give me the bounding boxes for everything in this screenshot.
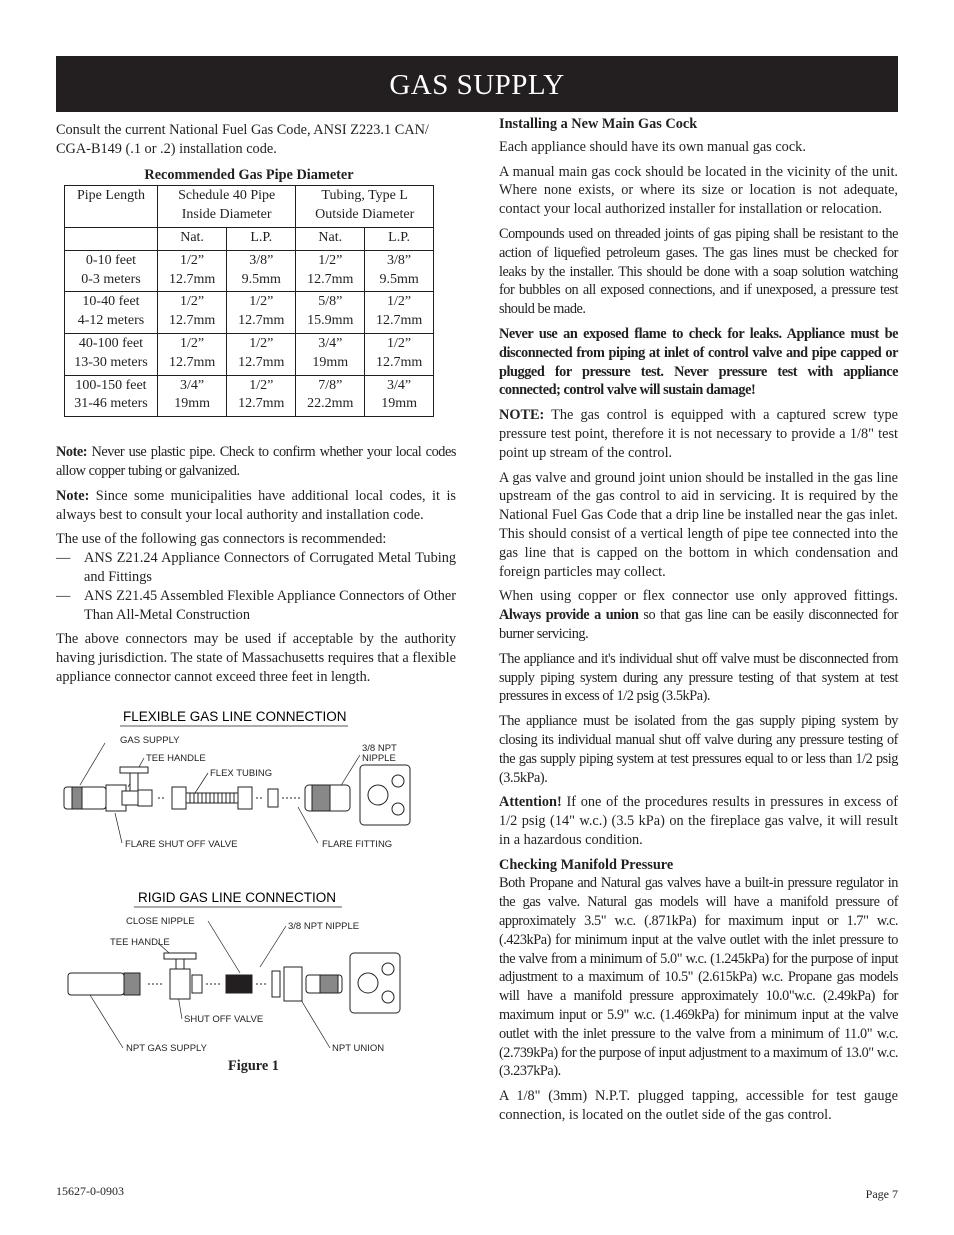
label-npt-nipple-2: NIPPLE xyxy=(362,753,396,764)
note-label: NOTE: xyxy=(499,407,545,424)
table-header-row xyxy=(65,186,434,228)
section-heading: Installing a New Main Gas Cock xyxy=(499,116,698,132)
section-heading: Checking Manifold Pressure xyxy=(499,856,674,873)
subheader-nat: Nat. xyxy=(296,227,365,250)
label-npt-union: NPT UNION xyxy=(332,1043,385,1054)
diameter-cell xyxy=(365,333,434,375)
diameter-cell xyxy=(227,375,296,417)
note-text: The gas control is equipped with a captured screw type pressure test point, therefore it is not necessary to provide a 1/8" test point up stream of the control. xyxy=(499,407,898,461)
subheader-nat: Nat. xyxy=(158,227,227,250)
label-gas-supply: GAS SUPPLY xyxy=(120,735,180,746)
length-meters: 13-30 meters xyxy=(74,354,148,370)
diameter-mm: 9.5mm xyxy=(379,271,419,287)
diameter-mm: 15.9mm xyxy=(307,313,354,329)
diameter-cell xyxy=(158,250,227,292)
flex-title: FLEXIBLE GAS LINE CONNECTION xyxy=(123,709,347,724)
diameter-mm: 12.7mm xyxy=(307,271,354,287)
diameter-inch: 3/4” xyxy=(180,377,205,393)
diameter-cell xyxy=(227,292,296,334)
paragraph: Both Propane and Natural gas valves have a built-in pressure regulator in the gas valve. Natural gas models will have a manifold pressure of approximately 3.5" w.c. (.871kPa) for maximum input or 1.7" w.c. (.423kPa) for minimum input at the valve outlet with the inlet pressure to the valve from a minimum of 5.0" w.c. (1.245kPa) for the purpose of input adjustment to a maximum of 10.5" (2.615kPa) w.c. Propane gas models will have a manifold pressure approximately 10.0"w.c. (2.49kPa) for maximum input or 5.9" w.c. (1.469kPa) for minimum input at the valve outlet with the inlet pressure to the valve from a minimum of 11.0" w.c. (2.739kPa) for the purpose of input adjustment to a maximum of 13.0" w.c. (3.237kPa). xyxy=(499,875,898,1080)
length-feet: 100-150 feet xyxy=(75,377,147,393)
paragraph: A 1/8" (3mm) N.P.T. plugged tapping, accessible for test gauge connection, is located on the outlet side of the gas control. xyxy=(499,1088,898,1124)
paragraph-text: so that gas line can be easily disconnected for burner servicing. xyxy=(499,607,898,642)
table-row xyxy=(65,292,434,334)
diameter-cell xyxy=(296,375,365,417)
diameter-cell xyxy=(227,250,296,292)
table-row xyxy=(65,375,434,417)
paragraph: A manual main gas cock should be located in the vicinity of the unit. Where none exists, or where its size or location is not adequate, contact your local authorized installer for installation or relocation. xyxy=(499,163,898,218)
diameter-cell xyxy=(296,250,365,292)
diameter-inch: 1/2” xyxy=(180,252,205,268)
left-column xyxy=(56,121,456,693)
paragraph: The appliance must be isolated from the gas supply piping system by closing its individual manual shut off valve during any pressure testing of the gas supply piping system at test pressures equal to or less than 1/2 psig (3.5kPa). xyxy=(499,713,898,786)
figure-1 xyxy=(60,705,455,1080)
diameter-mm: 12.7mm xyxy=(375,354,423,370)
label-shut-off-valve: SHUT OFF VALVE xyxy=(184,1014,264,1025)
subheader-empty xyxy=(65,227,158,250)
list-item xyxy=(56,587,456,625)
diameter-mm: 19mm xyxy=(174,396,210,412)
diameter-inch: 1/2” xyxy=(249,335,274,351)
page-title-banner xyxy=(56,56,898,112)
label-flare-fitting: FLARE FITTING xyxy=(322,839,393,850)
diameter-inch: 1/2” xyxy=(249,294,274,310)
length-feet: 0-10 feet xyxy=(85,252,137,268)
note-paragraph xyxy=(499,406,898,462)
diameter-cell xyxy=(158,292,227,334)
paragraph: The appliance and it's individual shut off valve must be disconnected from supply piping system during any pressure testing of that system at test pressures in excess of 1/2 psig (3.5kPa). xyxy=(499,650,898,705)
figure-caption: Figure 1 xyxy=(228,1058,279,1074)
dash-marker: — xyxy=(56,587,71,604)
list-item-text: ANS Z21.24 Appliance Connectors of Corrugated Metal Tubing and Fittings xyxy=(84,550,456,585)
diameter-cell xyxy=(296,333,365,375)
dash-marker: — xyxy=(56,550,71,567)
length-cell xyxy=(65,375,158,417)
page-number: Page 7 xyxy=(865,1187,898,1201)
list-item xyxy=(56,549,456,587)
diameter-cell xyxy=(227,333,296,375)
attention-label: Attention! xyxy=(499,794,562,811)
attention-paragraph xyxy=(499,793,898,849)
header-pipe-length: Pipe Length xyxy=(65,186,158,228)
diameter-inch: 3/4” xyxy=(318,335,343,351)
diameter-cell xyxy=(365,375,434,417)
note-label: Note: xyxy=(56,487,90,504)
label-tee-handle: TEE HANDLE xyxy=(110,937,170,948)
diameter-cell xyxy=(365,292,434,334)
diameter-inch: 1/2” xyxy=(180,294,205,310)
diameter-mm: 12.7mm xyxy=(375,313,423,329)
diameter-inch: 5/8” xyxy=(318,294,343,310)
paragraph: Compounds used on threaded joints of gas piping shall be resistant to the action of liquefied petroleum gases. The gas lines must be checked for leaks by the installer. This should be done with a soap solution watching for bubbles on all exposed connections, and if unexposed, a pressure test should be made. xyxy=(499,225,898,318)
diameter-mm: 19mm xyxy=(381,396,417,412)
diameter-mm: 19mm xyxy=(312,354,349,370)
page-title: GAS SUPPLY xyxy=(389,69,565,101)
pipe-diameter-table xyxy=(64,185,434,417)
diameter-inch: 3/4” xyxy=(387,377,412,393)
length-meters: 4-12 meters xyxy=(77,313,145,329)
length-cell xyxy=(65,292,158,334)
rigid-title: RIGID GAS LINE CONNECTION xyxy=(138,890,337,905)
diameter-mm: 12.7mm xyxy=(238,313,285,329)
diameter-inch: 1/2” xyxy=(318,252,343,268)
gas-line-diagram xyxy=(60,705,455,1075)
warning-paragraph: Never use an exposed flame to check for leaks. Appliance must be disconnected from piping at inlet of control valve and pipe capped or plugged for pressure test. Never pressure test with appliance connected; control valve will sustain damage! xyxy=(499,325,898,399)
subheader-lp: L.P. xyxy=(227,227,296,250)
diameter-cell xyxy=(296,292,365,334)
diameter-mm: 12.7mm xyxy=(168,313,216,329)
length-feet: 10-40 feet xyxy=(82,294,140,310)
diameter-cell xyxy=(365,250,434,292)
paragraph-text: When using copper or flex connector use only approved fittings. xyxy=(499,588,898,605)
paragraph: Each appliance should have its own manual gas cock. xyxy=(499,138,806,155)
right-column xyxy=(499,115,898,1131)
paragraph: A gas valve and ground joint union should be installed in the gas line upstream of the gas control to aid in servicing. It is required by the National Fuel Gas Code that a drip line be installed near the gas inlet. This should consist of a vertical length of pipe tee connected into the gas line that is capped on the bottom in which condensation and foreign particles may collect. xyxy=(499,469,898,580)
diameter-cell xyxy=(158,375,227,417)
note-text: Never use plastic pipe. Check to confirm whether your local codes allow copper tubing or galvanized. xyxy=(56,444,456,479)
length-cell xyxy=(65,333,158,375)
authority-paragraph: The above connectors may be used if acceptable by the authority having jurisdiction. The state of Massachusetts requires that a flexible appliance connector cannot exceed three feet in length. xyxy=(56,631,456,685)
length-feet: 40-100 feet xyxy=(78,335,144,351)
diameter-inch: 1/2” xyxy=(249,377,274,393)
length-cell xyxy=(65,250,158,292)
diameter-inch: 1/2” xyxy=(387,294,412,310)
diameter-inch: 1/2” xyxy=(180,335,205,351)
diameter-mm: 12.7mm xyxy=(168,271,216,287)
table-title: Recommended Gas Pipe Diameter xyxy=(144,166,354,183)
table-row xyxy=(65,333,434,375)
table-row xyxy=(65,250,434,292)
length-meters: 31-46 meters xyxy=(74,396,148,412)
document-number: 15627-0-0903 xyxy=(56,1184,124,1198)
table-subheader-row xyxy=(65,227,434,250)
label-npt-nipple: 3/8 NPT xyxy=(362,743,397,754)
diameter-mm: 12.7mm xyxy=(168,354,216,370)
label-close-nipple: CLOSE NIPPLE xyxy=(126,916,195,927)
diameter-mm: 9.5mm xyxy=(241,271,281,287)
label-flare-valve: FLARE SHUT OFF VALVE xyxy=(125,839,238,850)
note-local-codes xyxy=(56,487,456,525)
note-label: Note: xyxy=(56,444,88,461)
diameter-mm: 22.2mm xyxy=(307,396,354,412)
union-paragraph xyxy=(499,587,898,643)
diameter-cell xyxy=(158,333,227,375)
label-tee-handle: TEE HANDLE xyxy=(146,753,206,764)
header-tubing: Tubing, Type L Outside Diameter xyxy=(296,186,434,228)
diameter-inch: 7/8” xyxy=(318,377,343,393)
diameter-inch: 3/8” xyxy=(249,252,274,268)
attention-text: If one of the procedures results in pressures in excess of 1/2 psig (14" w.c.) (3.5 kPa) on the fireplace gas valve, it will result in a hazardous condition. xyxy=(499,794,898,848)
diameter-inch: 3/8” xyxy=(387,252,412,268)
note-plastic-pipe xyxy=(56,443,456,481)
rigid-assembly xyxy=(68,953,400,1013)
bold-text: Always provide a union xyxy=(499,607,639,624)
subheader-lp: L.P. xyxy=(365,227,434,250)
connectors-intro: The use of the following gas connectors is recommended: xyxy=(56,531,387,548)
header-schedule-40: Schedule 40 Pipe Inside Diameter xyxy=(158,186,296,228)
label-npt-gas-supply: NPT GAS SUPPLY xyxy=(126,1043,207,1054)
note-text: Since some municipalities have additional local codes, it is always best to consult your local authority and installation code. xyxy=(56,487,456,523)
label-npt-nipple: 3/8 NPT NIPPLE xyxy=(288,921,360,932)
list-item-text: ANS Z21.45 Assembled Flexible Appliance Connectors of Other Than All-Metal Construction xyxy=(84,587,456,623)
label-flex-tubing: FLEX TUBING xyxy=(210,768,273,779)
diameter-inch: 1/2” xyxy=(387,335,412,351)
length-meters: 0-3 meters xyxy=(81,271,141,287)
intro-paragraph: Consult the current National Fuel Gas Code, ANSI Z223.1 CAN/ CGA-B149 (.1 or .2) installation code. xyxy=(56,122,429,157)
diameter-mm: 12.7mm xyxy=(238,396,285,412)
diameter-mm: 12.7mm xyxy=(238,354,285,370)
